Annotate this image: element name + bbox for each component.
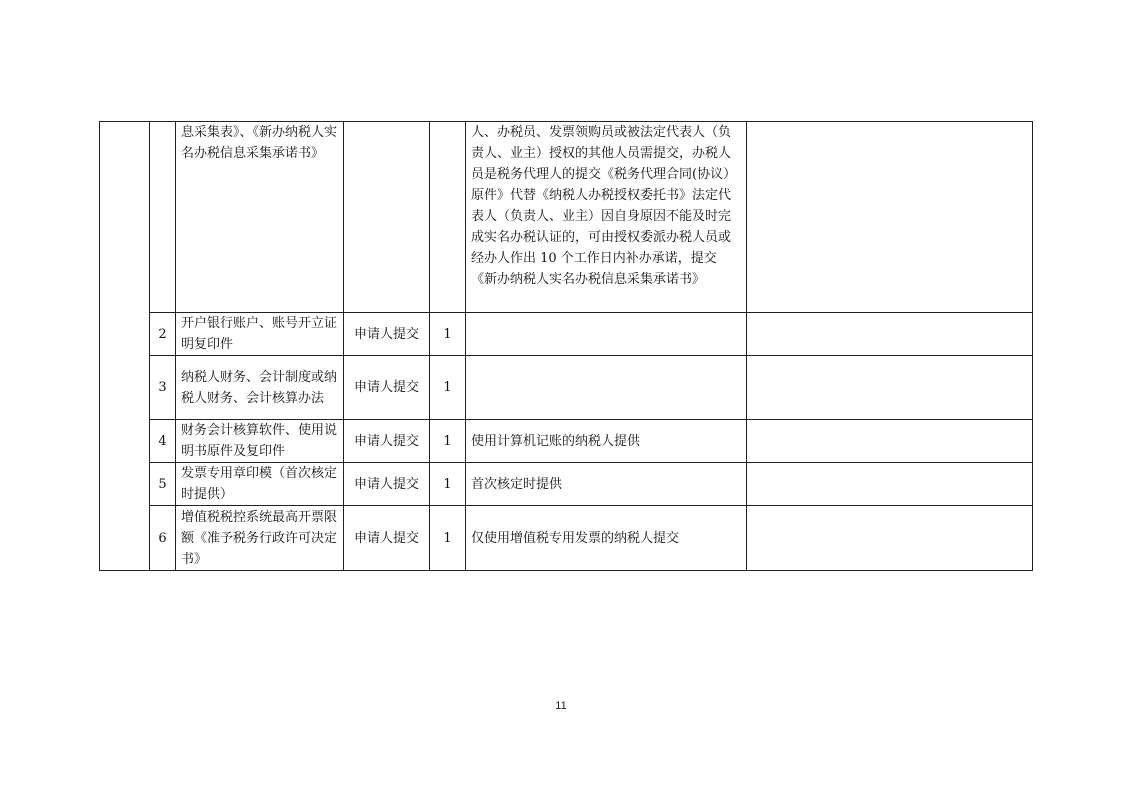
row-number: 2	[150, 313, 176, 356]
table-row	[100, 506, 1033, 571]
category-cell	[100, 122, 150, 571]
remark-cell	[747, 356, 1033, 420]
table-row-continued	[100, 122, 1033, 313]
source-cell: 申请人提交	[344, 463, 430, 506]
material-name-cell: 增值税税控系统最高开票限额《准予税务行政许可决定书》	[176, 506, 344, 571]
row-number: 3	[150, 356, 176, 420]
material-name-cell: 纳税人财务、会计制度或纳税人财务、会计核算办法	[176, 356, 344, 420]
table-row	[100, 356, 1033, 420]
remark-cell	[747, 122, 1033, 313]
table-row	[100, 313, 1033, 356]
note-cell: 使用计算机记账的纳税人提供	[466, 420, 747, 463]
note-cell: 仅使用增值税专用发票的纳税人提交	[466, 506, 747, 571]
remark-cell	[747, 313, 1033, 356]
material-name-cell: 息采集表》、《新办纳税人实名办税信息采集承诺书》	[176, 122, 344, 313]
remark-cell	[747, 506, 1033, 571]
source-cell: 申请人提交	[344, 313, 430, 356]
remark-cell	[747, 463, 1033, 506]
count-cell: 1	[430, 463, 466, 506]
material-name-cell: 开户银行账户、账号开立证明复印件	[176, 313, 344, 356]
row-number: 4	[150, 420, 176, 463]
source-cell: 申请人提交	[344, 506, 430, 571]
material-name-cell: 发票专用章印模（首次核定时提供）	[176, 463, 344, 506]
table-row	[100, 420, 1033, 463]
number-cell	[150, 122, 176, 313]
source-cell: 申请人提交	[344, 356, 430, 420]
note-cell	[466, 356, 747, 420]
row-number: 6	[150, 506, 176, 571]
material-name-cell: 财务会计核算软件、使用说明书原件及复印件	[176, 420, 344, 463]
note-cell: 首次核定时提供	[466, 463, 747, 506]
note-cell	[466, 313, 747, 356]
page-number: 11	[555, 700, 567, 712]
count-cell: 1	[430, 313, 466, 356]
source-cell: 申请人提交	[344, 420, 430, 463]
count-cell: 1	[430, 506, 466, 571]
source-cell	[344, 122, 430, 313]
table-row	[100, 463, 1033, 506]
count-cell	[430, 122, 466, 313]
note-cell: 人、办税员、发票领购员或被法定代表人（负责人、业主）授权的其他人员需提交，办税人员是税务代理人的提交《税务代理合同(协议）原件》代替《纳税人办税授权委托书》法定代表人（负责人、业主）因自身原因不能及时完成实名办税认证的，可由授权委派办税人员或经办人作出 10 个工作日内补办承诺，提交《新办纳税人实名办税信息采集承诺书》	[466, 122, 747, 313]
row-number: 5	[150, 463, 176, 506]
materials-table	[99, 121, 1033, 571]
remark-cell	[747, 420, 1033, 463]
count-cell: 1	[430, 420, 466, 463]
count-cell: 1	[430, 356, 466, 420]
